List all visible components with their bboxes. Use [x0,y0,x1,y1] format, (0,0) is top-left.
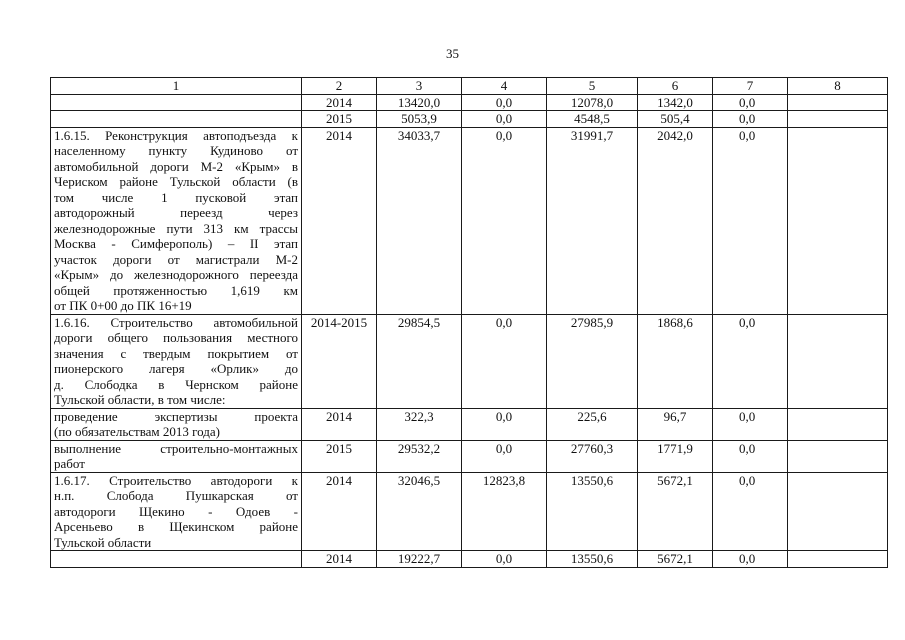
cell-c3: 322,3 [377,408,462,440]
cell-c7: 0,0 [713,472,788,551]
description-line: «Крым» до железнодорожного переезда [54,267,298,282]
description-line: 1.6.15. Реконструкция автоподъезда к [54,127,298,143]
row-description [51,551,302,568]
cell-c8 [788,440,888,472]
cell-c5: 13550,6 [547,472,638,551]
cell-c8 [788,314,888,408]
description-line: (по обязательствам 2013 года) [54,424,221,439]
description-line: дороги общего пользования местного [54,330,298,345]
cell-c6: 96,7 [638,408,713,440]
table-row [51,127,888,314]
cell-c6: 1868,6 [638,314,713,408]
header-cell: 8 [788,78,888,95]
description-line: проведение экспертизы проекта [54,408,298,424]
cell-c8 [788,408,888,440]
cell-c3: 5053,9 [377,111,462,128]
header-cell: 6 [638,78,713,95]
table-row [51,551,888,568]
table-row [51,408,888,440]
header-cell: 7 [713,78,788,95]
table-row [51,472,888,551]
cell-c4: 0,0 [462,314,547,408]
cell-year: 2014 [302,127,377,314]
description-line: населенному пункту Кудиново от [54,143,298,158]
description-line: Арсеньево в Щекинском районе [54,519,298,534]
cell-year: 2014 [302,551,377,568]
table-header-row [51,78,888,95]
cell-c5: 225,6 [547,408,638,440]
cell-c7: 0,0 [713,111,788,128]
cell-c4: 0,0 [462,408,547,440]
page-number: 35 [446,46,459,61]
cell-c8 [788,94,888,111]
cell-c7: 0,0 [713,127,788,314]
cell-c3: 29532,2 [377,440,462,472]
row-description [51,440,302,472]
table-row [51,111,888,128]
header-cell: 3 [377,78,462,95]
description-line: д. Слободка в Чернском районе [54,376,298,392]
description-line: железнодорожные пути 313 км трассы [54,220,298,236]
cell-c8 [788,551,888,568]
description-line: автомобильной дороги М-2 «Крым» в [54,158,298,174]
cell-c4: 0,0 [462,440,547,472]
cell-c6: 1771,9 [638,440,713,472]
cell-c4: 0,0 [462,127,547,314]
cell-c8 [788,127,888,314]
cell-c7: 0,0 [713,551,788,568]
cell-c4: 0,0 [462,94,547,111]
row-description [51,94,302,111]
cell-c7: 0,0 [713,94,788,111]
cell-c3: 32046,5 [377,472,462,551]
description-line: н.п. Слобода Пушкарская от [54,488,298,503]
row-description [51,408,302,440]
cell-c4: 0,0 [462,111,547,128]
header-cell: 1 [51,78,302,95]
description-line: автодороги Щекино - Одоев - [54,503,298,519]
description-line: значения с твердым покрытием от [54,345,298,361]
cell-c5: 4548,5 [547,111,638,128]
description-line: участок дороги от магистрали М-2 [54,251,298,267]
cell-c5: 12078,0 [547,94,638,111]
cell-c3: 19222,7 [377,551,462,568]
header-cell: 2 [302,78,377,95]
row-description [51,127,302,314]
cell-c5: 13550,6 [547,551,638,568]
cell-year: 2015 [302,111,377,128]
description-line: выполнение строительно-монтажных [54,440,298,456]
cell-c6: 5672,1 [638,551,713,568]
description-line: работ [54,456,85,471]
cell-year: 2014 [302,94,377,111]
table-row [51,94,888,111]
description-line: общей протяженностью 1,619 км [54,282,298,298]
cell-c8 [788,472,888,551]
description-line: Чериском районе Тульской области (в [54,174,298,189]
description-line: пионерского лагеря «Орлик» до [54,361,298,376]
table-row [51,314,888,408]
description-line: Москва - Симферополь) – II этап [54,236,298,251]
budget-table [50,77,888,568]
cell-c6: 5672,1 [638,472,713,551]
cell-c5: 27760,3 [547,440,638,472]
cell-year: 2014-2015 [302,314,377,408]
cell-c4: 0,0 [462,551,547,568]
description-line: автодорожный переезд через [54,205,298,220]
cell-year: 2015 [302,440,377,472]
cell-year: 2014 [302,472,377,551]
cell-c3: 13420,0 [377,94,462,111]
row-description [51,314,302,408]
description-line: Тульской области [54,534,152,550]
cell-c6: 1342,0 [638,94,713,111]
row-description [51,111,302,128]
cell-c7: 0,0 [713,314,788,408]
cell-c6: 2042,0 [638,127,713,314]
table-row [51,440,888,472]
cell-c7: 0,0 [713,440,788,472]
description-line: Тульской области, в том числе: [54,392,226,407]
header-cell: 4 [462,78,547,95]
cell-c4: 12823,8 [462,472,547,551]
row-description [51,472,302,551]
description-line: том числе 1 пусковой этап [54,189,298,205]
description-line: 1.6.16. Строительство автомобильной [54,314,298,330]
cell-c8 [788,111,888,128]
cell-c3: 34033,7 [377,127,462,314]
description-line: от ПК 0+00 до ПК 16+19 [54,298,192,313]
cell-c6: 505,4 [638,111,713,128]
cell-c5: 27985,9 [547,314,638,408]
cell-c7: 0,0 [713,408,788,440]
cell-c5: 31991,7 [547,127,638,314]
cell-year: 2014 [302,408,377,440]
cell-c3: 29854,5 [377,314,462,408]
description-line: 1.6.17. Строительство автодороги к [54,472,298,488]
header-cell: 5 [547,78,638,95]
